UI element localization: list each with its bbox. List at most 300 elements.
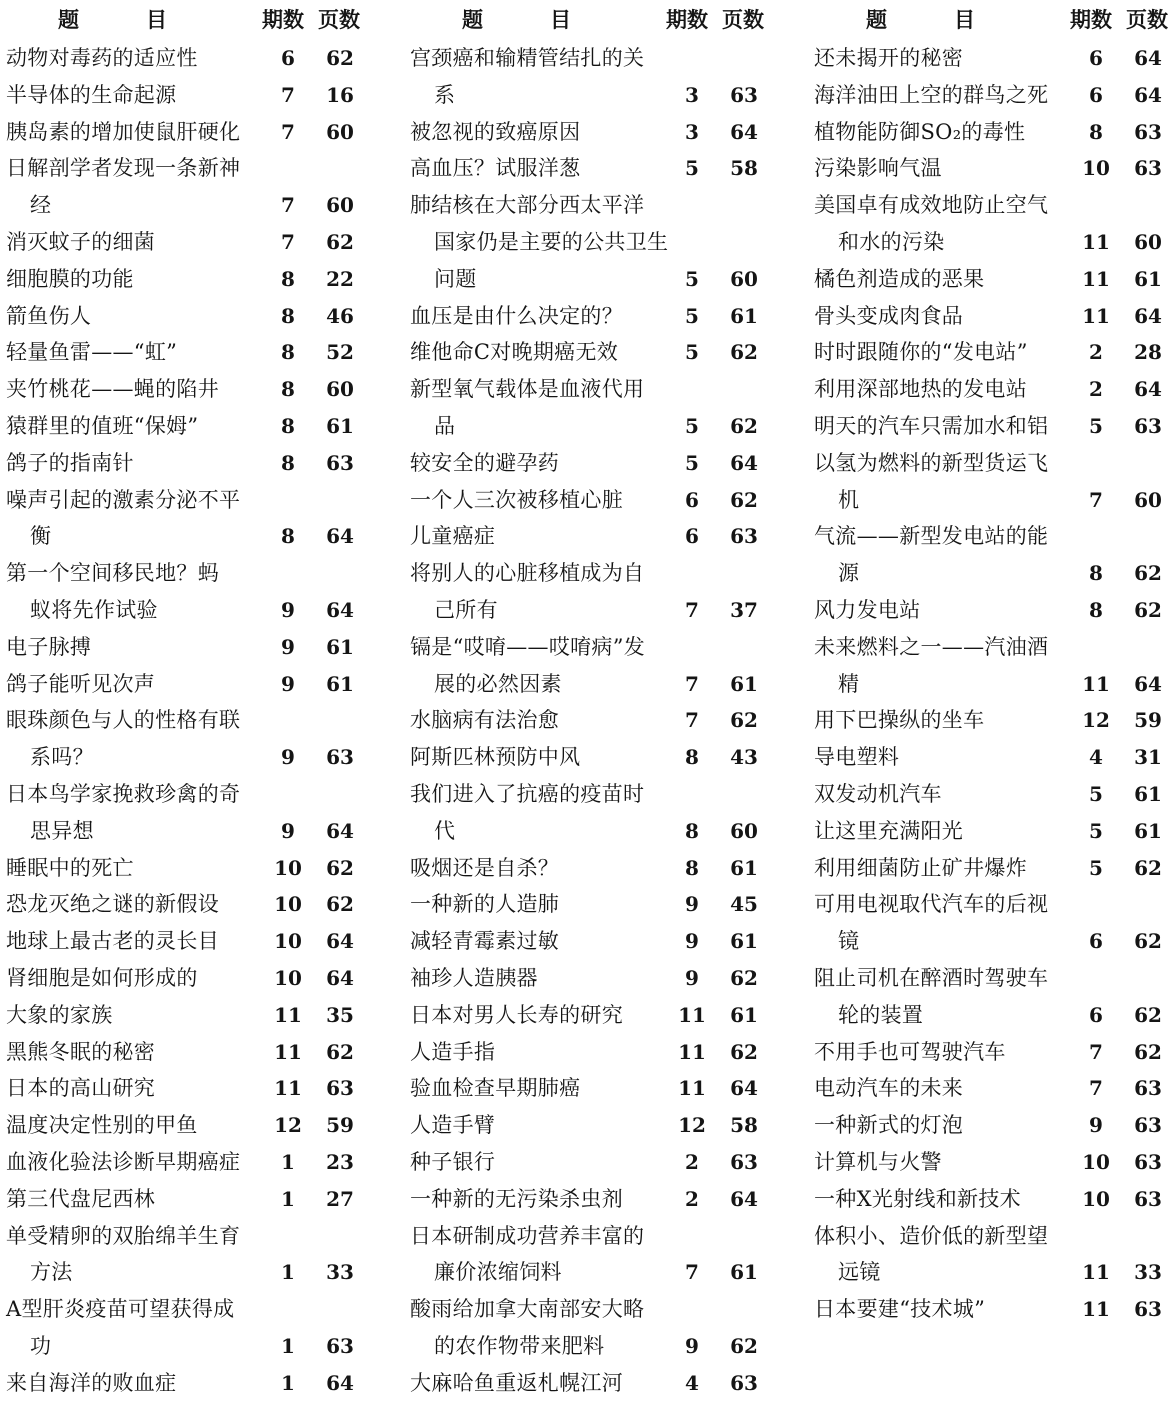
entry-title: 衡 <box>30 524 52 549</box>
entry-title: 电动汽车的未来 <box>814 1076 964 1101</box>
entry-issue: 9 <box>685 1333 699 1358</box>
entry-title: 维他命C对晚期癌无效 <box>410 340 619 365</box>
index-entry <box>814 334 1175 371</box>
entry-title: 未来燃料之一——汽油酒 <box>814 634 1049 659</box>
entry-page: 60 <box>1134 229 1162 254</box>
entry-title: 宫颈癌和输精管结扎的关 <box>410 46 645 70</box>
entry-issue: 5 <box>1089 413 1103 438</box>
entry-page: 33 <box>1134 1260 1162 1285</box>
entry-page: 60 <box>1134 487 1162 512</box>
entry-title: 轮的装置 <box>838 1002 924 1027</box>
entry-issue: 10 <box>274 855 302 880</box>
entry-issue: 9 <box>281 671 295 696</box>
entry-title: 消灭蚊子的细菌 <box>6 229 156 254</box>
entry-issue: 10 <box>274 929 302 954</box>
entry-issue: 1 <box>281 1333 295 1358</box>
index-entry <box>410 960 782 997</box>
entry-issue: 6 <box>685 487 699 512</box>
entry-issue: 11 <box>274 1076 302 1101</box>
entry-title: 一种新式的灯泡 <box>814 1113 964 1138</box>
entry-page: 31 <box>1134 745 1162 770</box>
entry-title: 日解剖学者发现一条新神 <box>6 156 241 181</box>
entry-title: 种子银行 <box>410 1149 496 1174</box>
entry-page: 58 <box>730 156 758 181</box>
header-page: 页数 <box>1126 7 1168 32</box>
entry-issue: 11 <box>274 1039 302 1064</box>
entry-page: 62 <box>1134 561 1162 586</box>
entry-page: 62 <box>326 1039 354 1064</box>
entry-title: 展的必然因素 <box>434 671 562 696</box>
index-entry <box>814 923 1175 960</box>
entry-page: 60 <box>326 193 354 218</box>
index-entry <box>814 702 1175 739</box>
entry-title: 较安全的避孕药 <box>410 450 560 475</box>
entry-page: 63 <box>1134 1149 1162 1174</box>
entry-issue: 5 <box>685 156 699 181</box>
entry-page: 60 <box>326 119 354 144</box>
entry-title: 半导体的生命起源 <box>6 82 177 107</box>
index-entry <box>6 261 378 298</box>
entry-issue: 1 <box>281 1370 295 1395</box>
index-entry <box>410 187 782 224</box>
index-entry <box>410 40 782 77</box>
column-header <box>410 0 782 40</box>
entry-page: 64 <box>326 597 354 622</box>
entry-page: 63 <box>1134 1186 1162 1211</box>
header-issue: 期数 <box>262 7 304 32</box>
entry-page: 63 <box>326 1076 354 1101</box>
entry-title: 让这里充满阳光 <box>814 818 964 843</box>
index-entry <box>410 445 782 482</box>
index-entry <box>410 150 782 187</box>
index-entry <box>410 334 782 371</box>
entry-title: 镜 <box>838 929 860 954</box>
entry-page: 37 <box>730 597 758 622</box>
entry-page: 61 <box>1134 781 1162 806</box>
entry-issue: 3 <box>685 119 699 144</box>
index-entry <box>6 555 378 592</box>
entry-title: 功 <box>30 1333 52 1358</box>
entry-page: 22 <box>326 266 354 291</box>
entry-issue: 7 <box>281 229 295 254</box>
index-entry <box>814 40 1175 77</box>
entry-title: 鸽子能听见次声 <box>6 671 156 696</box>
index-entry <box>814 1144 1175 1181</box>
index-entry <box>6 923 378 960</box>
entry-page: 61 <box>730 929 758 954</box>
entry-page: 61 <box>326 671 354 696</box>
entry-title: 代 <box>434 818 456 843</box>
index-entry <box>814 114 1175 151</box>
index-entry <box>6 850 378 887</box>
index-entry <box>410 629 782 666</box>
index-entry <box>814 1181 1175 1218</box>
entry-issue: 5 <box>685 266 699 291</box>
index-entry <box>6 666 378 703</box>
index-entry <box>6 813 378 850</box>
index-entry <box>6 1107 378 1144</box>
entry-page: 64 <box>1134 671 1162 696</box>
entry-page: 43 <box>730 745 758 770</box>
entry-issue: 7 <box>685 597 699 622</box>
entry-page: 63 <box>1134 156 1162 181</box>
index-entry <box>410 114 782 151</box>
entry-issue: 5 <box>685 303 699 328</box>
entry-page: 61 <box>326 634 354 659</box>
entry-title: 温度决定性别的甲鱼 <box>6 1113 198 1138</box>
entry-title: 用下巴操纵的坐车 <box>814 708 985 733</box>
index-entry <box>410 1107 782 1144</box>
entry-title: A型肝炎疫苗可望获得成 <box>6 1297 235 1322</box>
entry-issue: 7 <box>685 1260 699 1285</box>
entry-page: 64 <box>1134 46 1162 70</box>
entry-issue: 10 <box>1082 1186 1110 1211</box>
entry-page: 62 <box>326 892 354 917</box>
entry-page: 63 <box>730 82 758 107</box>
entry-title: 胰岛素的增加使鼠肝硬化 <box>6 119 241 144</box>
entry-title: 肾细胞是如何形成的 <box>6 965 198 990</box>
header-page: 页数 <box>722 7 764 32</box>
index-entry <box>814 776 1175 813</box>
entry-title: 猿群里的值班“保姆” <box>6 413 199 438</box>
index-entry <box>410 813 782 850</box>
entry-issue: 9 <box>685 892 699 917</box>
entry-page: 52 <box>326 340 354 365</box>
entry-issue: 4 <box>685 1370 699 1395</box>
index-entry <box>410 739 782 776</box>
index-entry <box>410 1181 782 1218</box>
index-entry <box>410 224 782 261</box>
entry-issue: 8 <box>281 377 295 402</box>
entry-page: 62 <box>730 340 758 365</box>
index-entry <box>814 850 1175 887</box>
entry-page: 63 <box>730 1370 758 1395</box>
index-entry <box>6 592 378 629</box>
entry-title: 噪声引起的激素分泌不平 <box>6 487 241 512</box>
entry-title: 以氢为燃料的新型货运飞 <box>814 450 1049 475</box>
entry-page: 62 <box>730 1333 758 1358</box>
entry-page: 62 <box>730 965 758 990</box>
index-entry <box>410 1070 782 1107</box>
entry-title: 单受精卵的双胎绵羊生育 <box>6 1223 241 1248</box>
entry-page: 64 <box>326 965 354 990</box>
index-entry <box>6 1254 378 1291</box>
entry-title: 儿童癌症 <box>410 524 496 549</box>
entry-page: 60 <box>326 377 354 402</box>
header-issue: 期数 <box>666 7 708 32</box>
entry-title: 血液化验法诊断早期癌症 <box>6 1149 241 1174</box>
entry-title: 酸雨给加拿大南部安大略 <box>410 1297 645 1322</box>
entry-title: 日本对男人长寿的研究 <box>410 1002 623 1027</box>
index-entry <box>6 997 378 1034</box>
entry-page: 63 <box>326 1333 354 1358</box>
entry-title: 和水的污染 <box>838 229 945 254</box>
entry-page: 63 <box>730 524 758 549</box>
entry-page: 59 <box>326 1113 354 1138</box>
index-entry <box>814 629 1175 666</box>
entry-title: 精 <box>838 671 860 696</box>
entry-issue: 11 <box>1082 1297 1110 1322</box>
entry-page: 64 <box>730 450 758 475</box>
index-entry <box>6 1070 378 1107</box>
entry-title: 肺结核在大部分西太平洋 <box>410 193 645 218</box>
entry-page: 62 <box>730 1039 758 1064</box>
index-entry <box>410 1254 782 1291</box>
index-rows <box>814 40 1175 1328</box>
entry-issue: 8 <box>281 303 295 328</box>
entry-title: 袖珍人造胰器 <box>410 965 538 990</box>
entry-title: 一种新的人造肺 <box>410 892 560 917</box>
entry-title: 阻止司机在醉酒时驾驶车 <box>814 965 1049 990</box>
entry-issue: 6 <box>1089 46 1103 70</box>
entry-title: 一种新的无污染杀虫剂 <box>410 1186 623 1211</box>
entry-title: 骨头变成肉食品 <box>814 303 964 328</box>
index-column-2 <box>410 0 782 1401</box>
entry-page: 16 <box>326 82 354 107</box>
entry-title: 廉价浓缩饲料 <box>434 1260 562 1285</box>
header-title-char-2: 目 <box>954 7 975 32</box>
entry-page: 23 <box>326 1149 354 1174</box>
header-title-char-2: 目 <box>146 7 167 32</box>
index-entry <box>814 1254 1175 1291</box>
entry-issue: 11 <box>1082 303 1110 328</box>
entry-issue: 12 <box>274 1113 302 1138</box>
entry-title: 己所有 <box>434 597 498 622</box>
entry-title: 植物能防御SO₂的毒性 <box>814 119 1026 144</box>
index-entry <box>814 445 1175 482</box>
entry-title: 人造手指 <box>410 1039 496 1064</box>
index-entry <box>6 77 378 114</box>
entry-title: 鸽子的指南针 <box>6 450 134 475</box>
entry-issue: 5 <box>685 413 699 438</box>
entry-issue: 5 <box>1089 781 1103 806</box>
entry-page: 61 <box>730 1260 758 1285</box>
entry-title: 利用细菌防止矿井爆炸 <box>814 855 1027 880</box>
entry-title: 被忽视的致癌原因 <box>410 119 581 144</box>
entry-issue: 8 <box>281 450 295 475</box>
entry-title: 不用手也可驾驶汽车 <box>814 1039 1006 1064</box>
entry-title: 眼珠颜色与人的性格有联 <box>6 708 241 733</box>
entry-page: 63 <box>1134 1297 1162 1322</box>
entry-title: 电子脉搏 <box>6 634 92 659</box>
index-entry <box>814 224 1175 261</box>
entry-page: 59 <box>1134 708 1162 733</box>
entry-issue: 10 <box>274 965 302 990</box>
index-entry <box>814 1070 1175 1107</box>
index-entry <box>6 1181 378 1218</box>
entry-title: 还未揭开的秘密 <box>814 46 964 70</box>
entry-title: 恐龙灭绝之谜的新假设 <box>6 892 219 917</box>
entry-issue: 8 <box>1089 597 1103 622</box>
entry-issue: 10 <box>1082 1149 1110 1174</box>
index-entry <box>814 592 1175 629</box>
entry-page: 62 <box>1134 929 1162 954</box>
entry-page: 64 <box>1134 82 1162 107</box>
entry-page: 64 <box>326 1370 354 1395</box>
index-entry <box>814 960 1175 997</box>
entry-title: 国家仍是主要的公共卫生 <box>434 229 669 254</box>
entry-page: 64 <box>730 119 758 144</box>
index-entry <box>410 408 782 445</box>
entry-title: 我们进入了抗癌的疫苗时 <box>410 781 645 806</box>
entry-issue: 9 <box>281 818 295 843</box>
entry-issue: 11 <box>1082 671 1110 696</box>
index-entry <box>410 592 782 629</box>
index-entry <box>814 1107 1175 1144</box>
index-entry <box>814 739 1175 776</box>
entry-title: 轻量鱼雷——“虹” <box>6 340 178 365</box>
entry-title: 问题 <box>434 266 477 291</box>
entry-page: 62 <box>1134 1002 1162 1027</box>
entry-page: 46 <box>326 303 354 328</box>
entry-issue: 5 <box>685 340 699 365</box>
index-entry <box>6 886 378 923</box>
entry-issue: 9 <box>281 634 295 659</box>
entry-page: 60 <box>730 818 758 843</box>
entry-title: 验血检查早期肺癌 <box>410 1076 581 1101</box>
entry-title: 日本鸟学家挽救珍禽的奇 <box>6 781 241 806</box>
index-entry <box>410 1034 782 1071</box>
index-entry <box>6 408 378 445</box>
entry-page: 64 <box>326 524 354 549</box>
entry-page: 62 <box>730 413 758 438</box>
entry-issue: 8 <box>1089 119 1103 144</box>
index-entry <box>410 555 782 592</box>
entry-title: 第一个空间移民地？蚂 <box>6 561 219 586</box>
entry-title: 日本要建“技术城” <box>814 1297 986 1322</box>
index-entry <box>6 187 378 224</box>
index-entry <box>6 334 378 371</box>
entry-page: 45 <box>730 892 758 917</box>
entry-issue: 6 <box>1089 929 1103 954</box>
header-title-char-1: 题 <box>462 7 483 32</box>
entry-issue: 11 <box>274 1002 302 1027</box>
index-rows <box>410 40 782 1401</box>
entry-title: 来自海洋的败血症 <box>6 1370 177 1395</box>
entry-issue: 10 <box>274 892 302 917</box>
index-entry <box>6 1328 378 1365</box>
index-entry <box>410 518 782 555</box>
entry-title: 计算机与火警 <box>814 1149 942 1174</box>
header-title-char-1: 题 <box>866 7 887 32</box>
entry-issue: 7 <box>281 119 295 144</box>
entry-issue: 11 <box>1082 266 1110 291</box>
entry-title: 系吗？ <box>30 745 94 770</box>
index-entry <box>410 1144 782 1181</box>
entry-page: 35 <box>326 1002 354 1027</box>
index-entry <box>410 1218 782 1255</box>
entry-issue: 8 <box>685 818 699 843</box>
entry-title: 细胞膜的功能 <box>6 266 134 291</box>
entry-issue: 6 <box>1089 82 1103 107</box>
entry-title: 吸烟还是自杀？ <box>410 855 560 880</box>
index-entry <box>814 150 1175 187</box>
entry-issue: 11 <box>678 1076 706 1101</box>
index-entry <box>814 1218 1175 1255</box>
entry-issue: 4 <box>1089 745 1103 770</box>
entry-issue: 7 <box>1089 487 1103 512</box>
entry-page: 63 <box>1134 1113 1162 1138</box>
entry-title: 日本的高山研究 <box>6 1076 156 1101</box>
index-entry <box>410 1291 782 1328</box>
entry-title: 可用电视取代汽车的后视 <box>814 892 1049 917</box>
index-entry <box>410 77 782 114</box>
index-entry <box>6 224 378 261</box>
header-page: 页数 <box>318 7 360 32</box>
entry-title: 大麻哈鱼重返札幌江河 <box>410 1370 623 1395</box>
index-entry <box>814 518 1175 555</box>
entry-page: 61 <box>326 413 354 438</box>
entry-title: 睡眠中的死亡 <box>6 855 134 880</box>
entry-issue: 11 <box>678 1002 706 1027</box>
index-entry <box>814 77 1175 114</box>
index-entry <box>6 482 378 519</box>
entry-title: 美国卓有成效地防止空气 <box>814 193 1049 218</box>
entry-title: 经 <box>30 193 52 218</box>
entry-page: 64 <box>730 1186 758 1211</box>
entry-page: 58 <box>730 1113 758 1138</box>
entry-issue: 5 <box>685 450 699 475</box>
entry-title: 人造手臂 <box>410 1113 496 1138</box>
header-title-char-2: 目 <box>550 7 571 32</box>
entry-page: 61 <box>730 303 758 328</box>
entry-page: 33 <box>326 1260 354 1285</box>
entry-page: 28 <box>1134 340 1162 365</box>
index-entry <box>410 923 782 960</box>
index-entry <box>814 261 1175 298</box>
entry-page: 61 <box>1134 818 1162 843</box>
entry-title: 源 <box>838 561 860 586</box>
entry-page: 61 <box>1134 266 1162 291</box>
entry-title: 远镜 <box>838 1260 881 1285</box>
entry-issue: 1 <box>281 1149 295 1174</box>
entry-issue: 5 <box>1089 818 1103 843</box>
entry-issue: 2 <box>1089 377 1103 402</box>
index-entry <box>6 40 378 77</box>
entry-page: 62 <box>1134 1039 1162 1064</box>
entry-title: 机 <box>838 487 860 512</box>
index-entry <box>410 482 782 519</box>
entry-title: 将别人的心脏移植成为自 <box>410 561 645 586</box>
index-entry <box>410 776 782 813</box>
entry-title: 新型氧气载体是血液代用 <box>410 377 645 402</box>
entry-issue: 8 <box>281 340 295 365</box>
entry-title: 高血压？试服洋葱 <box>410 156 581 181</box>
entry-page: 61 <box>730 855 758 880</box>
index-entry <box>410 1365 782 1401</box>
entry-title: 大象的家族 <box>6 1002 113 1027</box>
entry-title: 第三代盘尼西林 <box>6 1186 156 1211</box>
entry-issue: 12 <box>1082 708 1110 733</box>
entry-issue: 11 <box>1082 1260 1110 1285</box>
index-entry <box>814 666 1175 703</box>
entry-page: 64 <box>1134 303 1162 328</box>
entry-title: 风力发电站 <box>814 597 921 622</box>
entry-title: 思异想 <box>30 818 94 843</box>
index-entry <box>814 813 1175 850</box>
index-entry <box>410 702 782 739</box>
entry-title: 双发动机汽车 <box>814 781 942 806</box>
entry-page: 63 <box>1134 413 1162 438</box>
entry-issue: 7 <box>1089 1039 1103 1064</box>
entry-issue: 1 <box>281 1260 295 1285</box>
entry-page: 62 <box>326 855 354 880</box>
index-entry <box>6 298 378 335</box>
entry-page: 64 <box>326 929 354 954</box>
entry-title: 蚁将先作试验 <box>30 597 158 622</box>
entry-title: 阿斯匹林预防中风 <box>410 745 581 770</box>
index-entry <box>6 776 378 813</box>
